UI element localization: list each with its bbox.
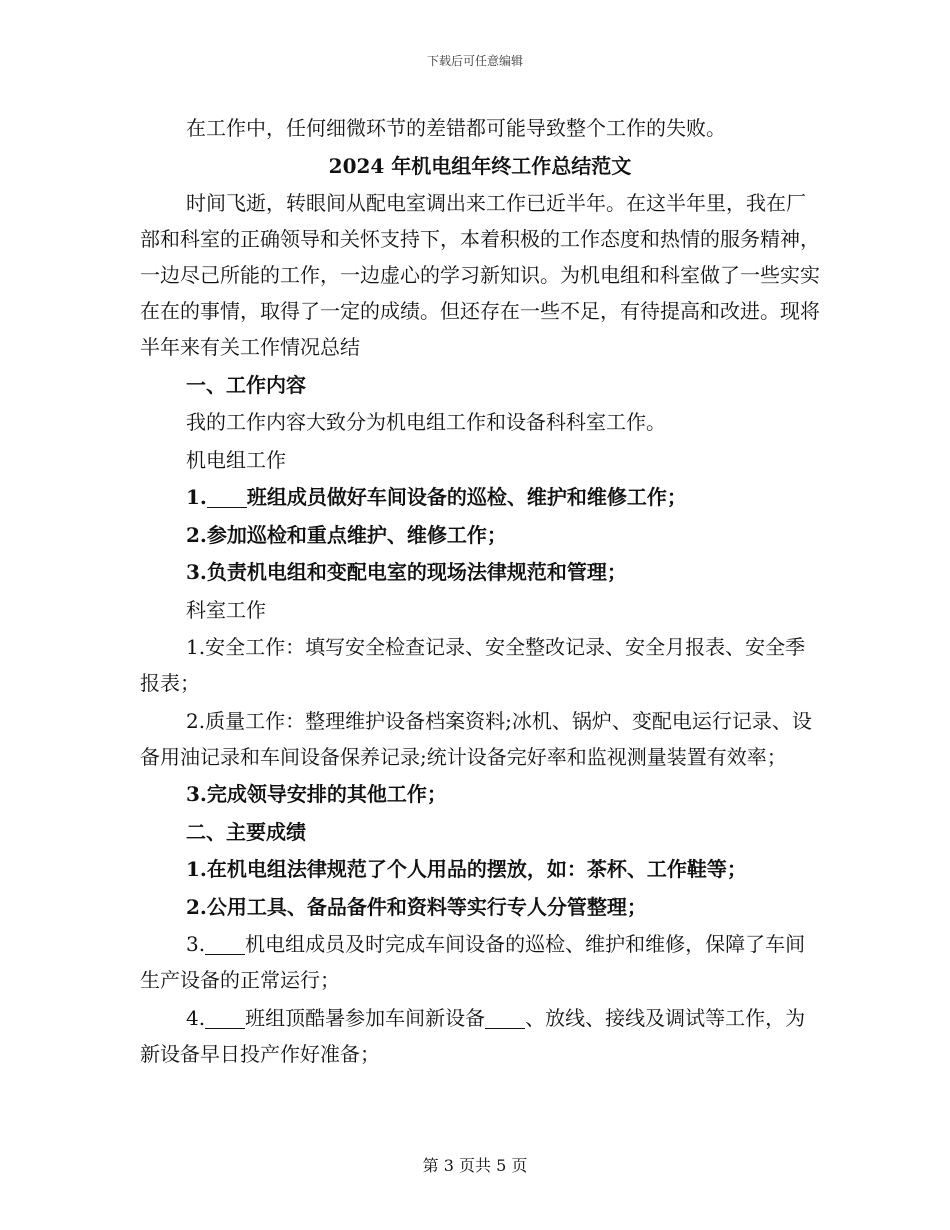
list-text: 班组顶酷暑参加车间新设备 bbox=[245, 1005, 486, 1030]
fill-blank bbox=[205, 930, 245, 955]
list-item-1 bbox=[140, 479, 820, 515]
list-text: 班组成员做好车间设备的巡检、维护和维修工作； bbox=[246, 485, 687, 509]
achievement-item-2: 2.公用工具、备品备件和资料等实行专人分管整理； bbox=[186, 894, 647, 919]
fill-blank bbox=[207, 483, 247, 508]
paragraph-intro: 在工作中，任何细微环节的差错都可能导致整个工作的失败。 bbox=[186, 116, 726, 140]
subheading-electromechanical-work: 机电组工作 bbox=[186, 447, 286, 472]
achievement-item-4 bbox=[140, 1000, 820, 1072]
paragraph-work-scope: 我的工作内容大致分为机电组工作和设备科科室工作。 bbox=[186, 410, 666, 434]
fill-blank bbox=[485, 1004, 525, 1029]
list-item-other-work: 3.完成领导安排的其他工作； bbox=[186, 782, 447, 806]
list-text: 机电组成员及时完成车间设备的巡检、维护和维修，保障了车间生产设备的正常运行； bbox=[140, 932, 806, 992]
section-heading-work-content: 一、工作内容 bbox=[186, 372, 306, 397]
list-item-2: 2.参加巡检和重点维护、维修工作； bbox=[186, 522, 507, 547]
document-body bbox=[140, 110, 820, 1073]
paragraph-summary: 时间飞逝，转眼间从配电室调出来工作已近半年。在这半年里，我在厂部和科室的正确领导和关怀支持下，本着积极的工作态度和热情的服务精神，一边尽己所能的工作，一边虚心的学习新知识。为机电组和科室做了一些实实在在的事情，取得了一定的成绩。但还存在一些不足，有待提高和改进。现将半年来有关工作情况总结 bbox=[140, 191, 820, 359]
achievement-item-1: 1.在机电组法律规范了个人用品的摆放，如：茶杯、工作鞋等； bbox=[186, 857, 747, 881]
subheading-office-work: 科室工作 bbox=[186, 597, 266, 622]
list-text: 、放线、接线及调试等工作，为新设备早日投产作好准备； bbox=[140, 1005, 806, 1066]
page-footer: 第 3 页共 5 页 bbox=[422, 1156, 528, 1175]
page-header: 下载后可任意编辑 bbox=[426, 54, 523, 68]
list-number: 3. bbox=[186, 932, 206, 956]
list-number: 4. bbox=[186, 1005, 206, 1030]
paragraph-safety-work: 1.安全工作：填写安全检查记录、安全整改记录、安全月报表、安全季报表； bbox=[140, 635, 806, 695]
list-number: 1. bbox=[186, 485, 207, 509]
section-heading-achievements: 二、主要成绩 bbox=[186, 819, 306, 844]
list-item-3: 3.负责机电组和变配电室的现场法律规范和管理； bbox=[186, 560, 627, 584]
document-title: 2024 年机电组年终工作总结范文 bbox=[328, 153, 632, 178]
achievement-item-3 bbox=[140, 926, 820, 998]
fill-blank bbox=[205, 1004, 245, 1029]
paragraph-quality-work: 2.质量工作：整理维护设备档案资料;冰机、锅炉、变配电运行记录、设备用油记录和车间设备保养记录;统计设备完好率和监视测量装置有效率； bbox=[140, 708, 812, 769]
